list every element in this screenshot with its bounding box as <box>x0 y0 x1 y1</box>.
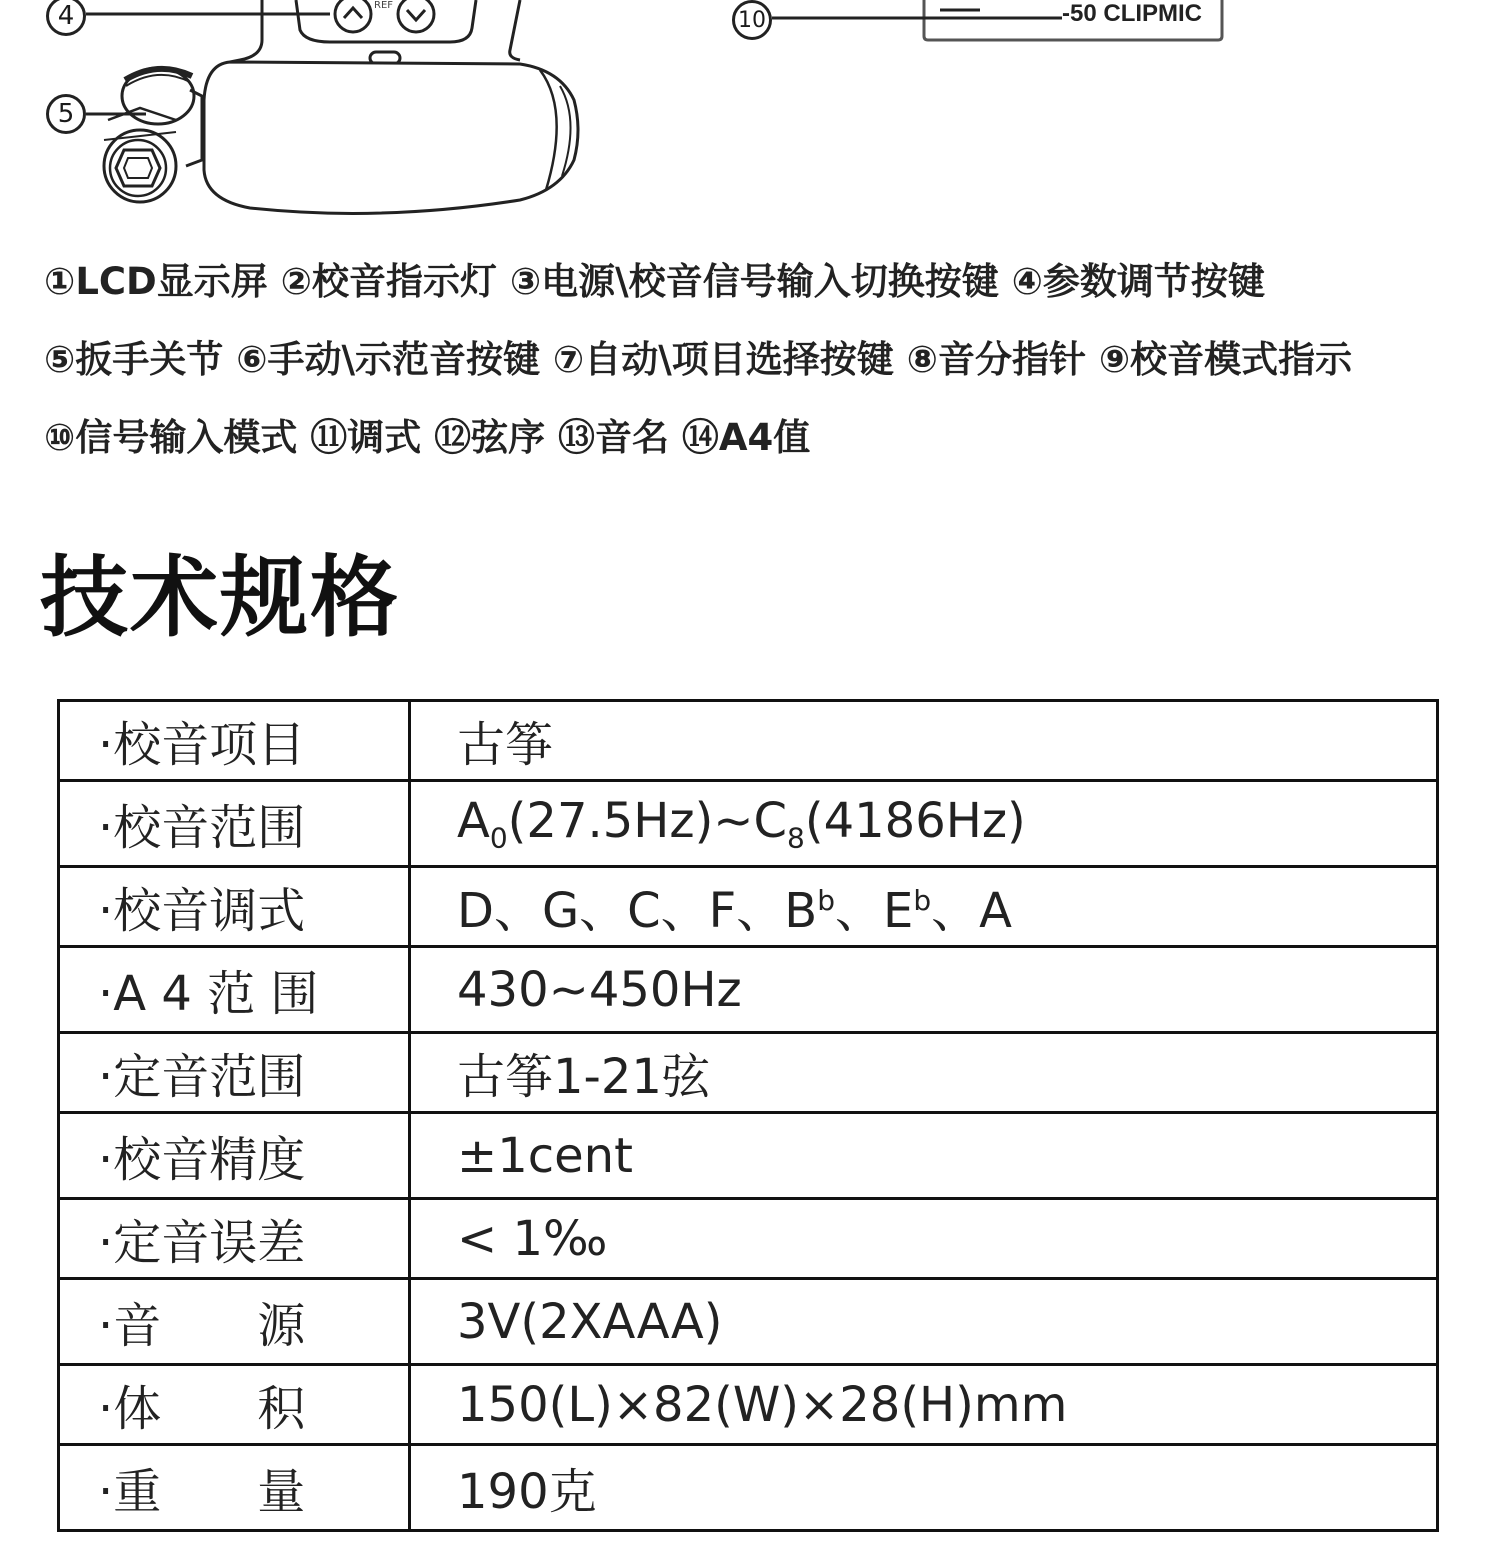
table-row <box>59 701 1438 781</box>
callout-10: 10 <box>732 0 772 40</box>
component-legend <box>44 256 1484 490</box>
table-row <box>59 947 1438 1033</box>
spec-key: ·定音误差 <box>59 1199 410 1279</box>
value-text: (27.5Hz)~C <box>507 792 788 849</box>
subscript: 0 <box>489 821 508 855</box>
spec-value: 古筝1-21弦 <box>410 1033 1438 1113</box>
lcd-screen-label: -50 CLIPMIC <box>1062 0 1203 27</box>
spec-key: ·校音项目 <box>59 701 410 781</box>
spec-heading: 技术规格 <box>40 546 401 649</box>
svg-text:REF: REF <box>374 0 394 11</box>
value-text: D、G、C、F、B <box>457 883 818 939</box>
spec-key: ·音 源 <box>59 1279 410 1365</box>
spec-key: ·校音调式 <box>59 867 410 947</box>
value-text: A <box>457 792 490 849</box>
spec-key: ·定音范围 <box>59 1033 410 1113</box>
callout-4: 4 <box>46 0 86 36</box>
spec-key: ·重 量 <box>59 1445 410 1531</box>
table-row <box>59 1279 1438 1365</box>
spec-value: 190克 <box>410 1445 1438 1531</box>
table-row <box>59 1113 1438 1199</box>
superscript: b <box>913 884 932 917</box>
table-row <box>59 1199 1438 1279</box>
table-row <box>59 867 1438 947</box>
legend-line: ①LCD显示屏 ②校音指示灯 ③电源\校音信号输入切换按键 ④参数调节按键 <box>44 260 1265 303</box>
legend-line: ⑤扳手关节 ⑥手动\示范音按键 ⑦自动\项目选择按键 ⑧音分指针 ⑨校音模式指示 <box>44 338 1353 381</box>
superscript: b <box>817 884 835 917</box>
callout-5: 5 <box>46 94 86 134</box>
spec-value: 3V(2XAAA) <box>410 1279 1438 1365</box>
spec-value: ±1cent <box>410 1113 1438 1199</box>
spec-value: 430~450Hz <box>410 947 1438 1033</box>
spec-value: < 1‰ <box>410 1199 1438 1279</box>
spec-value: 150(L)×82(W)×28(H)mm <box>410 1365 1438 1445</box>
subscript: 8 <box>787 821 805 855</box>
spec-key: ·体 积 <box>59 1365 410 1445</box>
spec-key: ·校音精度 <box>59 1113 410 1199</box>
value-text: 、A <box>931 883 1012 939</box>
spec-key: ·校音范围 <box>59 781 410 867</box>
spec-value <box>410 867 1438 947</box>
table-row <box>59 1033 1438 1113</box>
table-row <box>59 781 1438 867</box>
legend-line: ⑩信号输入模式 ⑪调式 ⑫弦序 ⑬音名 ⑭A4值 <box>44 416 811 459</box>
spec-value <box>410 781 1438 867</box>
spec-value: 古筝 <box>410 701 1438 781</box>
spec-table <box>57 699 1439 1532</box>
spec-key: ·A 4 范 围 <box>59 947 410 1033</box>
product-illustration <box>0 0 1500 230</box>
table-row <box>59 1365 1438 1445</box>
value-text: (4186Hz) <box>804 792 1026 849</box>
value-text: 、E <box>835 883 914 939</box>
table-row <box>59 1445 1438 1531</box>
